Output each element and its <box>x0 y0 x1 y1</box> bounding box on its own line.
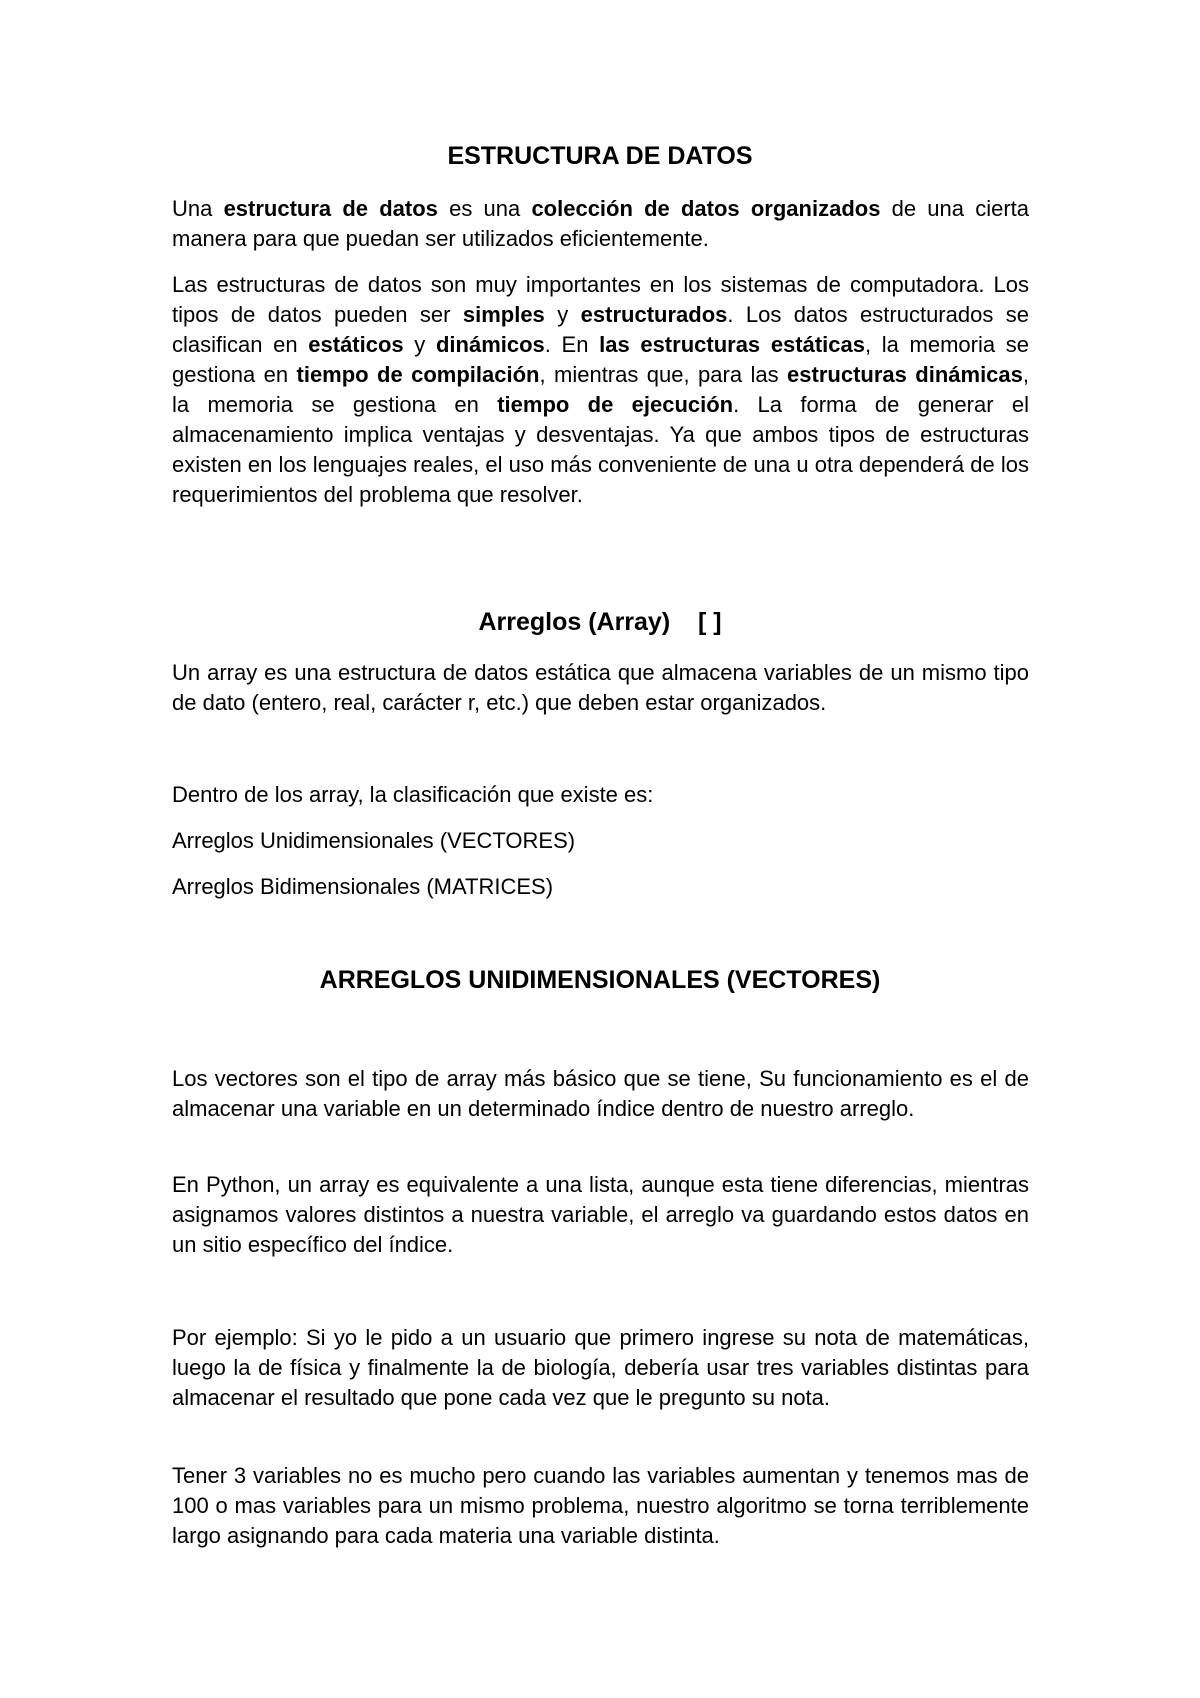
classification-intro: Dentro de los array, la clasificación que existe es: <box>172 782 654 807</box>
intro-text: de una cierta manera para que puedan ser utilizados eficientemente. <box>172 196 1029 251</box>
importance-paragraph <box>172 270 1029 510</box>
arrays-heading: Arreglos (Array) [ ] <box>478 608 722 636</box>
importance-bold: las estructuras estáticas <box>599 332 865 357</box>
importance-text: Las estructuras de datos son muy importantes en los sistemas de computadora. Los tipos de datos pueden ser <box>172 272 1029 327</box>
importance-text: . Los datos estructurados se clasifican en <box>172 302 1029 357</box>
importance-text: y <box>544 302 581 327</box>
classification-item-vectores: Arreglos Unidimensionales (VECTORES) <box>172 828 576 853</box>
intro-bold: colección de datos organizados <box>531 196 881 221</box>
intro-text: Una <box>172 196 224 221</box>
importance-bold: tiempo de compilación <box>296 362 540 387</box>
importance-text: . La forma de generar el almacenamiento implica ventajas y desventajas. Ya que ambos tipos de estructuras existen en los lenguajes reales, el uso más conveniente de una u otra dependerá de los requerimientos del problema que resolver. <box>172 392 1029 507</box>
importance-text: , la memoria se gestiona en <box>172 362 1030 417</box>
importance-text: , mientras que, para las <box>539 362 788 387</box>
vectors-heading: ARREGLOS UNIDIMENSIONALES (VECTORES) <box>319 966 881 994</box>
document-title: ESTRUCTURA DE DATOS <box>447 142 753 170</box>
vectors-paragraph-2: En Python, un array es equivalente a una lista, aunque esta tiene diferencias, mientras asignamos valores distintos a nuestra variable, el arreglo va guardando estos datos en un sitio específico del índice. <box>172 1172 1029 1257</box>
importance-bold: simples <box>462 302 545 327</box>
importance-bold: estructurados <box>580 302 728 327</box>
intro-text: es una <box>437 196 532 221</box>
intro-bold: estructura de datos <box>223 196 438 221</box>
importance-bold: dinámicos <box>435 332 545 357</box>
importance-bold: estructuras dinámicas <box>787 362 1023 387</box>
vectors-paragraph-1: Los vectores son el tipo de array más básico que se tiene, Su funcionamiento es el de almacenar una variable en un determinado índice dentro de nuestro arreglo. <box>172 1066 1029 1121</box>
example-paragraph: Por ejemplo: Si yo le pido a un usuario que primero ingrese su nota de matemáticas, luego la de física y finalmente la de biología, debería usar tres variables distintas para almacenar el resultado que pone cada vez que le pregunto su nota. <box>172 1325 1029 1410</box>
importance-bold: estáticos <box>308 332 404 357</box>
importance-text: y <box>403 332 436 357</box>
importance-text: . En <box>544 332 600 357</box>
intro-paragraph <box>172 194 1029 254</box>
importance-bold: tiempo de ejecución <box>497 392 734 417</box>
arrays-paragraph: Un array es una estructura de datos estática que almacena variables de un mismo tipo de dato (entero, real, carácter r, etc.) que deben estar organizados. <box>172 660 1029 715</box>
final-paragraph: Tener 3 variables no es mucho pero cuando las variables aumentan y tenemos mas de 100 o mas variables para un mismo problema, nuestro algoritmo se torna terriblemente largo asignando para cada materia una variable distinta. <box>172 1463 1029 1548</box>
classification-item-matrices: Arreglos Bidimensionales (MATRICES) <box>172 874 554 899</box>
importance-text: , la memoria se gestiona en <box>172 332 1029 387</box>
